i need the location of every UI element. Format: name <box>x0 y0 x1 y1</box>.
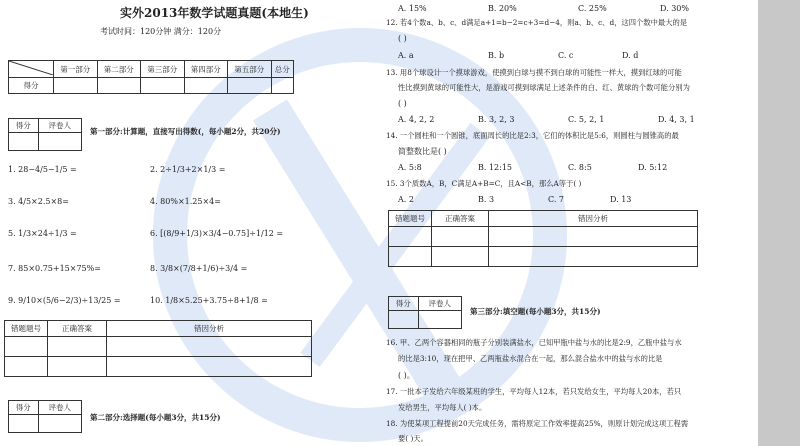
q18-text-2: 要( )天。 <box>398 434 428 443</box>
grader-box-2 <box>8 400 82 433</box>
calc-q5: 5. 1/3×24÷1/3 = <box>8 229 77 238</box>
error-col-header: 错因分析 <box>107 321 312 337</box>
calc-q2: 2. 2÷1/3+2×1/3 = <box>150 165 226 174</box>
grader-cell[interactable] <box>38 415 81 433</box>
error-cell[interactable] <box>107 357 312 377</box>
grader-box-3 <box>388 296 462 329</box>
error-cell[interactable] <box>389 247 432 267</box>
calc-q6: 6. [(8/9+1/3)×3/4−0.75]÷1/12 = <box>150 229 284 238</box>
q12-blank: ( ) <box>398 34 407 43</box>
error-cell[interactable] <box>489 247 698 267</box>
error-cell[interactable] <box>389 227 432 247</box>
q14-text: 14. 一个圆柱和一个圆锥，底面周长的比是2:3，它们的体积比是5:6，则圆柱与圆锥高的最 <box>386 131 679 140</box>
error-cell[interactable] <box>432 227 489 247</box>
q14-opt-b: B. 12:15 <box>478 163 513 172</box>
grader-score-label: 得分 <box>389 297 419 311</box>
score-header: 第四部分 <box>184 61 228 78</box>
diagonal-line-icon <box>9 61 53 75</box>
error-col-header: 正确答案 <box>432 211 489 227</box>
q11-opt-d: D. 30% <box>660 4 689 13</box>
score-header: 第二部分 <box>97 61 141 78</box>
score-cell[interactable] <box>271 78 294 94</box>
q11-opt-c: C. 25% <box>578 4 607 13</box>
q14-opt-a: A. 5:8 <box>398 163 422 172</box>
calc-q1: 1. 28−4/5−1/5 = <box>8 165 77 174</box>
error-col-header: 错因分析 <box>489 211 698 227</box>
grader-score-label: 得分 <box>9 401 39 415</box>
exam-subtitle: 考试时间：120分钟 满分：120分 <box>100 27 222 36</box>
q15-opt-d: D. 13 <box>610 195 632 204</box>
score-cell[interactable] <box>184 78 228 94</box>
error-cell[interactable] <box>5 337 48 357</box>
grader-cell[interactable] <box>38 133 81 151</box>
grader-box <box>8 118 82 151</box>
q16-text-2: 的比是3:10，现在把甲、乙两瓶盐水混合在一起，那么混合盐水中的盐与水的比是 <box>398 354 663 363</box>
q13-blank: ( ) <box>398 99 407 108</box>
part1-title: 第一部分:计算题，直接写出得数(，每小题2分，共20分) <box>90 127 281 136</box>
error-table-right <box>388 210 698 267</box>
part3-title: 第三部分:填空题(每小题3分，共15分) <box>470 307 601 316</box>
q11-opt-a: A. 15% <box>398 4 427 13</box>
q15-text: 15. 3个质数A，B，C满足A+B=C，且A<B，那么A等于( ) <box>386 179 582 188</box>
q17-text: 17. 一批本子发给六年级某班的学生，平均每人12本，若只发给女生，平均每人20本，若只 <box>386 387 682 396</box>
viewer-gray-margin <box>758 0 800 446</box>
error-col-header: 错题题号 <box>389 211 432 227</box>
q15-opt-c: C. 7 <box>548 195 565 204</box>
score-header-blank <box>9 61 54 78</box>
error-table-left <box>4 320 312 377</box>
grader-label: 评卷人 <box>418 297 461 311</box>
q12-opt-a: A. a <box>398 51 414 60</box>
q14-text-2: 简整数比是( ) <box>398 147 447 156</box>
score-header: 第一部分 <box>54 61 98 78</box>
q17-text-2: 发给男生，平均每人( )本。 <box>398 403 487 412</box>
q15-opt-b: B. 3 <box>478 195 495 204</box>
q13-opt-d: D. 4, 3, 1 <box>658 115 695 124</box>
grader-label: 评卷人 <box>38 119 81 133</box>
q18-text: 18. 为使某项工程提前20天完成任务，需将原定工作效率提高25%，则原计划完成这项工程需 <box>386 419 689 428</box>
q11-opt-b: B. 20% <box>488 4 517 13</box>
score-header: 总分 <box>271 61 294 78</box>
q13-opt-c: C. 5, 2, 1 <box>568 115 605 124</box>
grader-label: 评卷人 <box>38 401 81 415</box>
error-cell[interactable] <box>107 337 312 357</box>
q13-opt-b: B. 3, 2, 3 <box>478 115 515 124</box>
q14-opt-c: C. 8:5 <box>568 163 592 172</box>
error-cell[interactable] <box>432 247 489 267</box>
q16-blank: ( )。 <box>398 371 415 380</box>
error-cell[interactable] <box>48 357 107 377</box>
error-col-header: 错题题号 <box>5 321 48 337</box>
score-table <box>8 60 294 94</box>
q12-opt-c: C. c <box>558 51 574 60</box>
error-cell[interactable] <box>5 357 48 377</box>
error-cell[interactable] <box>489 227 698 247</box>
calc-q4: 4. 80%×1.25×4= <box>150 197 221 206</box>
score-cell[interactable] <box>97 78 141 94</box>
calc-q8: 8. 3/8×(7/8+1/6)÷3/4 = <box>150 264 248 273</box>
score-header: 第三部分 <box>141 61 185 78</box>
error-col-header: 正确答案 <box>48 321 107 337</box>
grader-cell[interactable] <box>9 415 39 433</box>
exam-title: 实外2013年数学试题真题(本地生) <box>120 6 309 20</box>
score-row-label: 得分 <box>9 78 54 94</box>
q13-opt-a: A. 4, 2, 2 <box>398 115 435 124</box>
q12-opt-b: B. b <box>488 51 505 60</box>
grader-score-label: 得分 <box>9 119 39 133</box>
grader-cell[interactable] <box>418 311 461 329</box>
q12-opt-d: D. d <box>622 51 639 60</box>
q14-opt-d: D. 5:12 <box>638 163 668 172</box>
calc-q10: 10. 1/8×5.25+3.75÷8+1/8 = <box>150 296 268 305</box>
score-cell[interactable] <box>141 78 185 94</box>
score-cell[interactable] <box>54 78 98 94</box>
score-cell[interactable] <box>228 78 272 94</box>
part2-title: 第二部分:选择题(每小题3分，共15分) <box>90 413 221 422</box>
error-cell[interactable] <box>48 337 107 357</box>
q16-text: 16. 甲、乙两个容器相同的瓶子分别装满盐水，已知甲瓶中盐与水的比是2:9，乙瓶中盐与水 <box>386 338 682 347</box>
calc-q7: 7. 85×0.75+15×75%= <box>8 264 101 273</box>
q13-text-2: 性比摸到黄球的可能性大，是游戏可摸到球满足上述条件的白、红、黄球的个数可能分别为 <box>398 83 690 92</box>
score-header: 第五部分 <box>228 61 272 78</box>
grader-cell[interactable] <box>9 133 39 151</box>
grader-cell[interactable] <box>389 311 419 329</box>
calc-q3: 3. 4/5×2.5×8= <box>8 197 69 206</box>
q13-text: 13. 用8个球设计一个摸球游戏，使摸到白球与摸不到白球的可能性一样大，摸到红球的可能 <box>386 68 682 77</box>
calc-q9: 9. 9/10×(5/6−2/3)÷13/25 = <box>8 296 121 305</box>
q12-text: 12. 若4个数a、b、c、d满足a+1=b−2=c+3=d−4，则a、b、c、d，这四个数中最大的是 <box>386 18 688 27</box>
q15-opt-a: A. 2 <box>398 195 414 204</box>
